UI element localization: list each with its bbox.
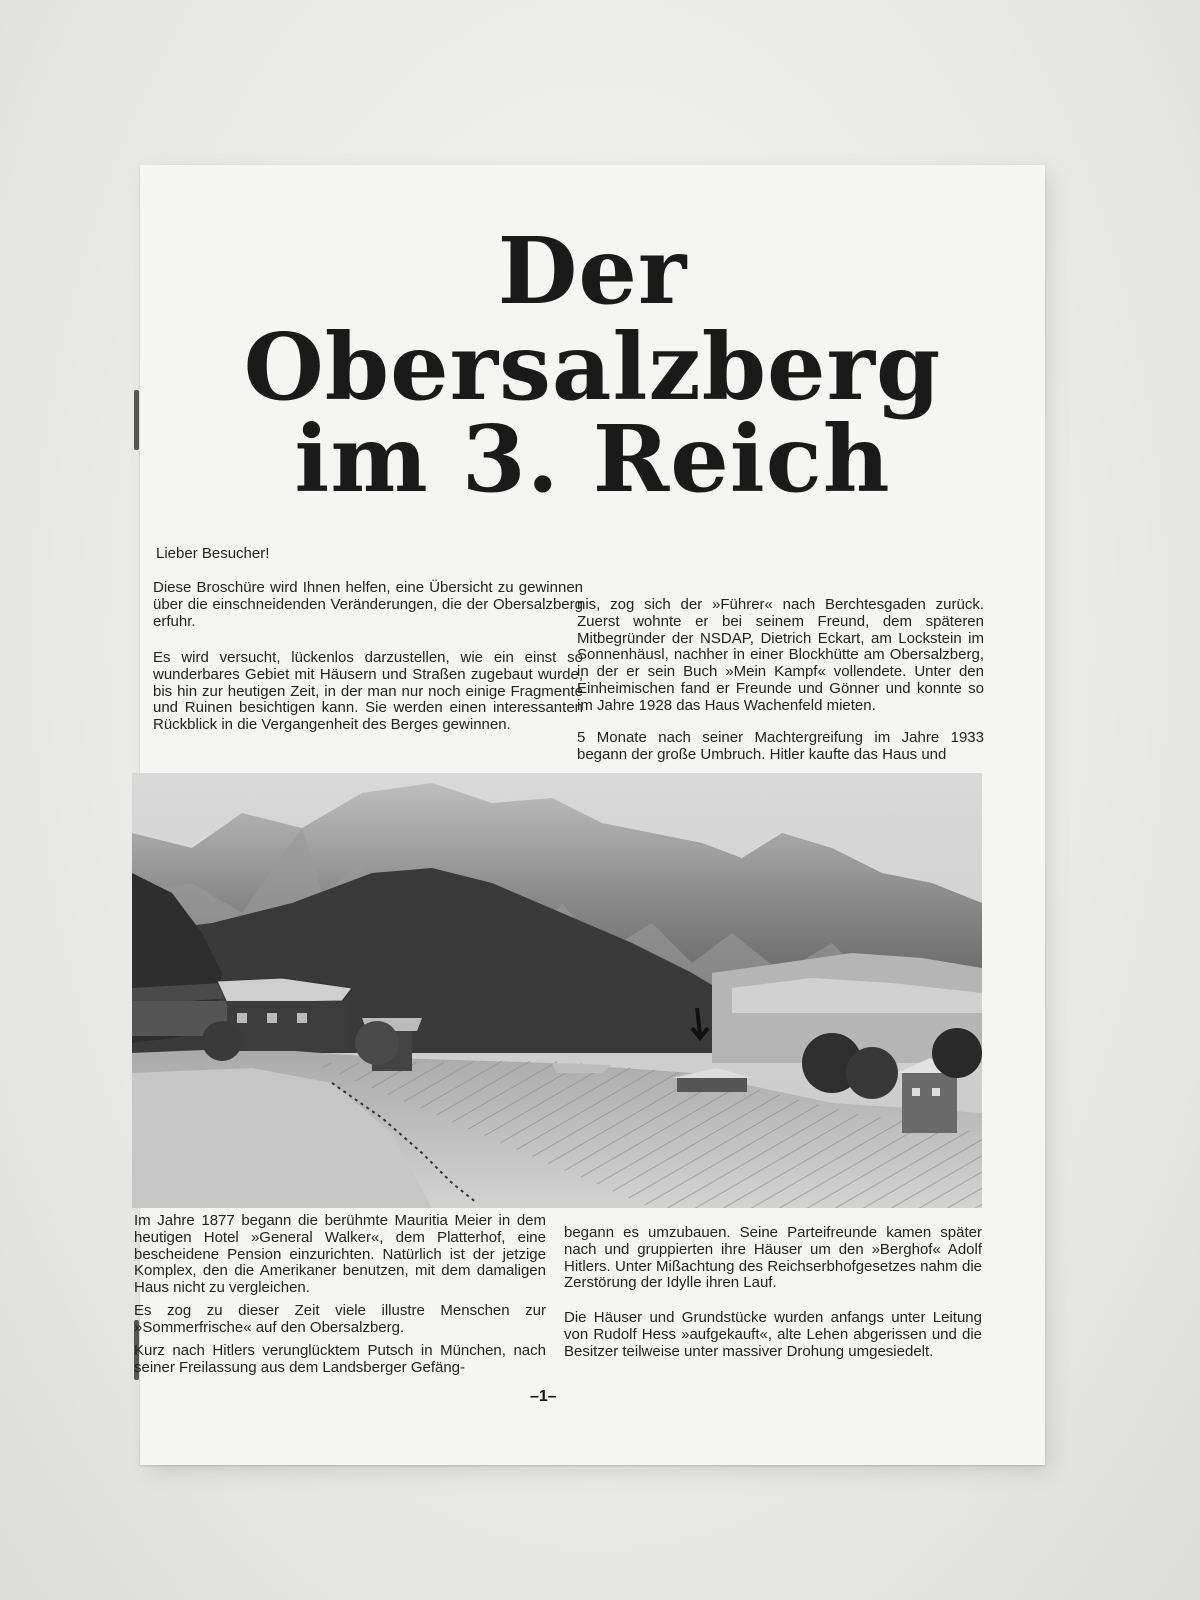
brochure-page	[134, 165, 1045, 1465]
right-column-paragraph-1: nis, zog sich der »Führer« nach Berchtesgaden zurück. Zuerst wohnte er bei seinem Freund, dem späteren Mitbegründer der NSDAP, Dietrich Eckart, am Lockstein im Sonnenhäusl, nachher in einer Blockhütte am Obersalzberg, in der er sein Buch »Mein Kampf« vollendete. Unter den Einheimischen fand er Freunde und Gönner und konnte so im Jahre 1928 das Haus Wachenfeld mieten.	[577, 596, 984, 714]
history-paragraph-3: Kurz nach Hitlers verunglücktem Putsch in München, nach seiner Freilassung aus dem Landsberger Gefäng-	[134, 1342, 546, 1376]
title-line-2: Obersalzberg	[243, 313, 942, 421]
page-number: –1–	[530, 1388, 557, 1405]
history-paragraph-2: Es zog zu dieser Zeit viele illustre Menschen zur »Sommerfrische« auf den Obersalzberg.	[134, 1302, 546, 1336]
intro-paragraph-1: Diese Broschüre wird Ihnen helfen, eine Übersicht zu gewinnen über die einschneidenden Veränderungen, die der Obersalzberg erfuhr.	[153, 579, 583, 630]
mountain-landscape-photo	[132, 773, 982, 1208]
greeting: Lieber Besucher!	[156, 545, 270, 562]
history-paragraph-1: Im Jahre 1877 begann die berühmte Mauritia Meier in dem heutigen Hotel »General Walker«, dem Platterhof, eine bescheidene Pension einzurichten. Natürlich ist der jetzige Komplex, den die Amerikaner benutzen, mit dem damaligen Haus nicht zu vergleichen.	[134, 1212, 546, 1297]
history-paragraph-4: begann es umzubauen. Seine Parteifreunde kamen später nach und gruppierten ihre Häuser um den »Berghof« Adolf Hitlers. Unter Mißachtung des Reichserbhofgesetzes nahm die Zerstörung der Idylle ihren Lauf.	[564, 1224, 982, 1292]
title-line-3: im 3. Reich	[294, 405, 891, 513]
history-paragraph-5: Die Häuser und Grundstücke wurden anfangs unter Leitung von Rudolf Hess »aufgekauft«, alte Lehen abgerissen und die Besitzer teilweise unter massiver Drohung umgesiedelt.	[564, 1309, 982, 1360]
intro-paragraph-2: Es wird versucht, lückenlos darzustellen, wie ein einst so wunderbares Gebiet mit Häusern und Straßen zugebaut wurde, bis hin zur heutigen Zeit, in der man nur noch einige Fragmente und Ruinen besichtigen kann. Sie werden einen interessanten Rückblick in die Vergangenheit des Berges gewinnen.	[153, 649, 583, 734]
title-line-1: Der	[497, 217, 688, 325]
right-column-paragraph-2: 5 Monate nach seiner Machtergreifung im Jahre 1933 begann der große Umbruch. Hitler kaufte das Haus und	[577, 729, 984, 763]
staple-top	[134, 390, 139, 450]
